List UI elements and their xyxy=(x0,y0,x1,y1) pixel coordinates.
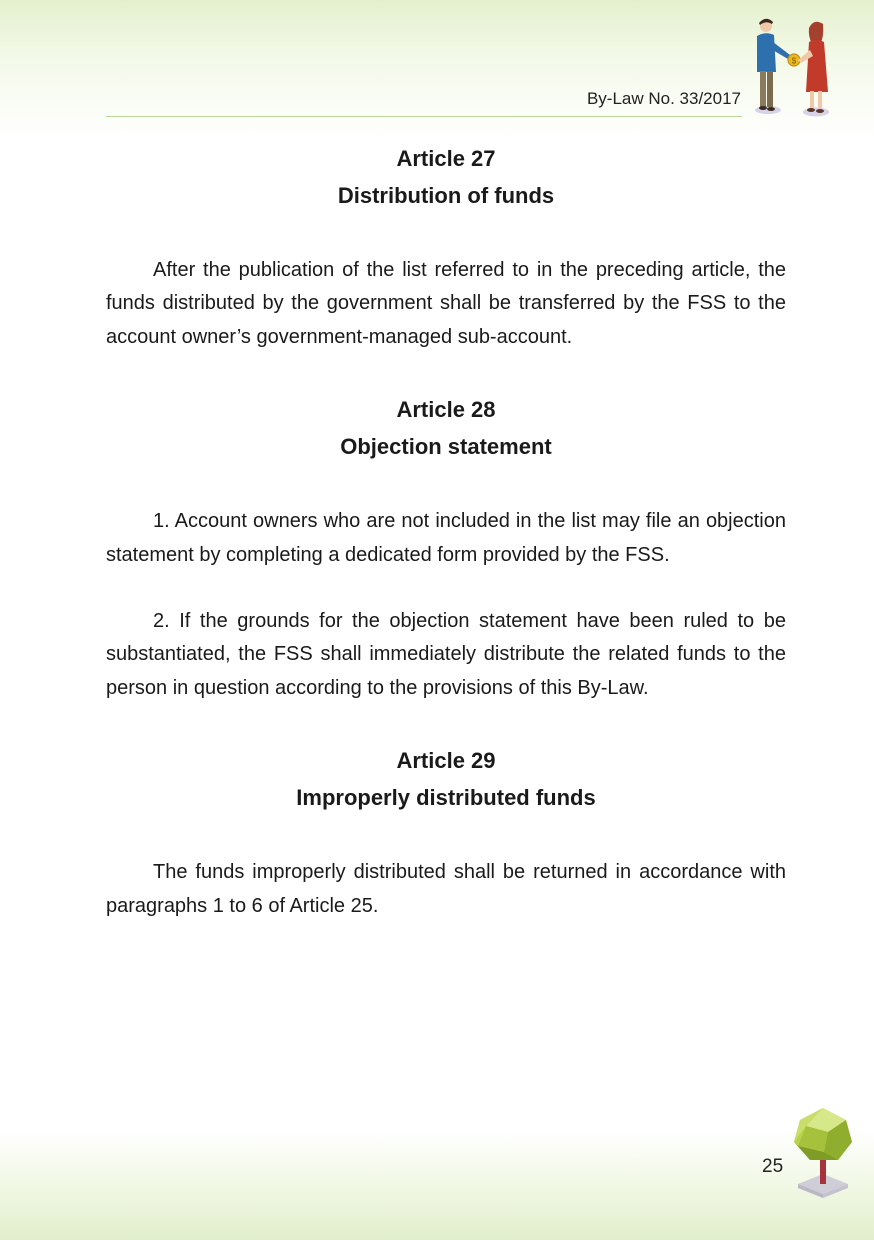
article-number: Article 28 xyxy=(396,397,496,423)
page-number: 25 xyxy=(762,1156,784,1177)
header-background xyxy=(0,0,874,140)
page-content xyxy=(106,140,786,923)
article-number: Article 27 xyxy=(396,146,496,171)
article-paragraph: After the publication of the list referred to in the preceding article, the funds distributed by the government shall be transferred by the FSS to the account owner’s government-managed sub-account. xyxy=(106,259,786,348)
article-paragraph: 2. If the grounds for the objection statement have been ruled to be substantiated, the FSS shall immediately distribute the related funds to the person in question according to the provisions of this By-Law. xyxy=(106,610,786,699)
document-reference: By-Law No. 33/2017 xyxy=(586,89,741,108)
header-divider xyxy=(106,116,742,117)
article-27 xyxy=(106,140,786,354)
article-number: Article 29 xyxy=(396,748,496,774)
article-title: Objection statement xyxy=(340,434,552,460)
article-28 xyxy=(106,391,786,705)
article-title: Distribution of funds xyxy=(337,183,555,208)
footer-background xyxy=(0,1130,874,1240)
tree-icon xyxy=(788,1106,858,1198)
two-people-exchanging-coin-illustration xyxy=(744,14,844,124)
svg-text:$: $ xyxy=(791,56,797,66)
article-29 xyxy=(106,742,786,923)
article-title: Improperly distributed funds xyxy=(296,785,596,811)
article-paragraph: The funds improperly distributed shall be returned in accordance with paragraphs 1 to 6 of Article 25. xyxy=(106,861,786,917)
article-paragraph: 1. Account owners who are not included in the list may file an objection statement by completing a dedicated form provided by the FSS. xyxy=(106,510,786,566)
